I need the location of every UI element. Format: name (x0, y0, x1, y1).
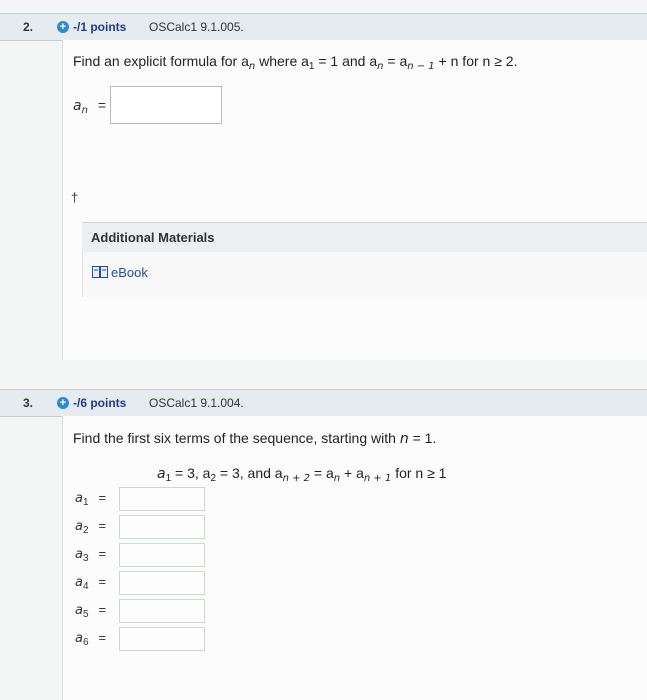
question-2-prompt: Find an explicit formula for $a_n$ where $a_1 = 1$ and $a_n = a_{n - 1} + n$ for n ≥ 2. (73, 53, 518, 72)
additional-materials-title: Additional Materials (91, 230, 215, 245)
term-input-a6[interactable] (119, 627, 205, 651)
question-3-header (0, 389, 647, 417)
term-label: $a_2$ = (75, 518, 107, 536)
term-label: $a_6$ = (75, 630, 107, 648)
problem-code: OSCalc1 9.1.005. (149, 20, 244, 34)
plus-circle-icon[interactable]: + (57, 397, 69, 409)
term-label: $a_1$ = (75, 490, 107, 508)
points-label: -/1 points (73, 20, 127, 34)
question-number: 2. (23, 20, 34, 34)
additional-materials-header (82, 222, 647, 254)
additional-materials-body (82, 252, 647, 297)
term-input-a1[interactable] (119, 487, 205, 511)
dagger-marker: † (71, 190, 79, 205)
question-number: 3. (23, 396, 34, 410)
term-label: $a_3$ = (75, 546, 107, 564)
points-label: -/6 points (73, 396, 127, 410)
ebook-link[interactable]: eBook (92, 265, 148, 280)
term-label: $a_5$ = (75, 602, 107, 620)
question-3-formula: $a_1 = 3$, $a_2 = 3$, and $a_{n + 2} = a_n + a_{n + 1}$ for n ≥ 1 (157, 465, 447, 484)
question-3-prompt: Find the first six terms of the sequence, starting with n = 1. (73, 430, 437, 447)
question-2-header (0, 13, 647, 41)
problem-code: OSCalc1 9.1.004. (149, 396, 244, 410)
term-label: $a_4$ = (75, 574, 107, 592)
term-input-a2[interactable] (119, 515, 205, 539)
plus-circle-icon[interactable]: + (57, 21, 69, 33)
term-input-a5[interactable] (119, 599, 205, 623)
book-icon (92, 266, 108, 278)
term-input-a3[interactable] (119, 543, 205, 567)
answer-input-an[interactable] (110, 86, 222, 124)
answer-label-an: $a_n$ = (73, 97, 107, 116)
term-input-a4[interactable] (119, 571, 205, 595)
